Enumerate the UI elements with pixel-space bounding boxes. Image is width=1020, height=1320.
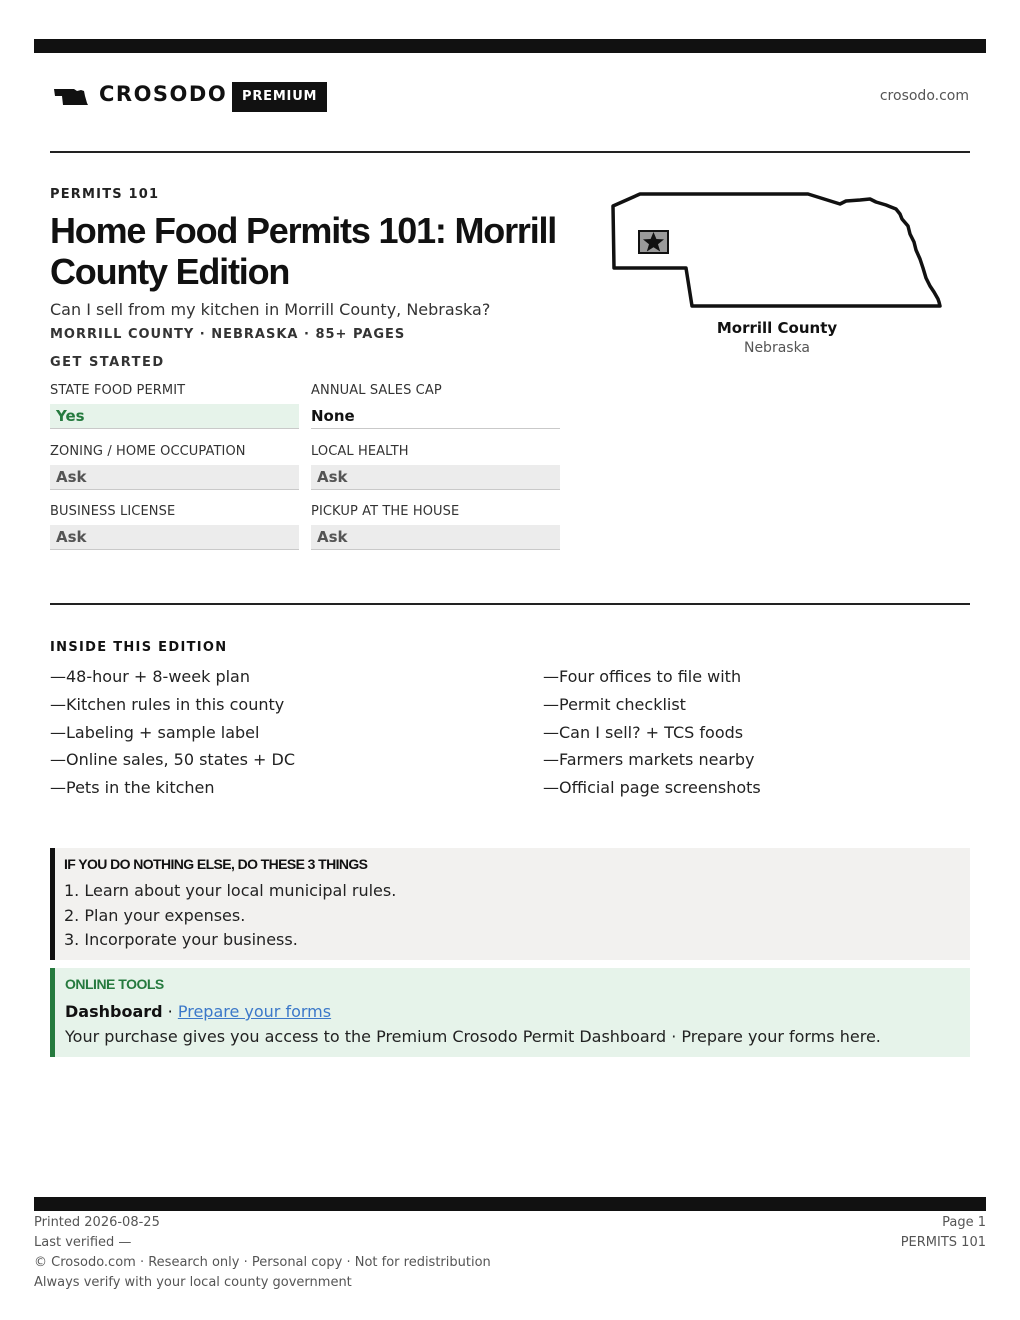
map-county-label: Morrill County: [716, 319, 838, 337]
list-item: 3. Incorporate your business.: [64, 930, 298, 949]
separator: ·: [162, 1002, 178, 1021]
page-subtitle: Can I sell from my kitchen in Morrill County, Nebraska?: [50, 300, 491, 319]
field-state-food-permit: [50, 383, 299, 429]
nebraska-state-map: [608, 188, 948, 313]
field-label: LOCAL HEALTH: [311, 444, 409, 459]
list-item: —Can I sell? + TCS foods: [543, 722, 744, 742]
status-badge-yes: Yes: [50, 404, 299, 429]
header-divider: [50, 151, 970, 153]
toc-left-list: [50, 666, 295, 805]
field-business-license: [50, 504, 299, 550]
footer-right: [901, 1213, 986, 1253]
last-verified: Last verified —: [34, 1235, 132, 1250]
premium-badge: PREMIUM: [232, 82, 327, 112]
field-label: ANNUAL SALES CAP: [311, 383, 442, 398]
callout-list: [64, 881, 970, 955]
nebraska-silhouette-icon: [54, 88, 88, 106]
list-item: —Official page screenshots: [543, 778, 761, 798]
footer-left: [34, 1213, 491, 1293]
status-badge-ask: Ask: [311, 465, 560, 490]
bottom-rule-bar: [34, 1197, 986, 1211]
footer-section: PERMITS 101: [900, 1235, 986, 1250]
online-tools-box: [50, 968, 970, 1057]
status-badge-ask: Ask: [50, 525, 299, 550]
field-local-health: [311, 444, 560, 490]
toc-right-list: [543, 666, 761, 805]
list-item: 2. Plan your expenses.: [64, 905, 246, 925]
site-url: crosodo.com: [879, 88, 969, 104]
field-zoning: [50, 444, 299, 490]
list-item: —Four offices to file with: [543, 667, 742, 686]
list-item: —Labeling + sample label: [50, 722, 260, 742]
field-label: PICKUP AT THE HOUSE: [311, 504, 460, 519]
map-state-label: Nebraska: [743, 340, 811, 356]
inside-edition-heading: INSIDE THIS EDITION: [50, 640, 228, 655]
list-item: —Online sales, 50 states + DC: [50, 750, 296, 770]
prepare-forms-link[interactable]: Prepare your forms: [177, 1002, 332, 1021]
field-pickup-at-house: [311, 504, 560, 550]
tools-links-row: [65, 1002, 970, 1024]
field-annual-sales-cap: [311, 383, 560, 429]
list-item: —48-hour + 8-week plan: [50, 667, 250, 686]
page-header: [50, 78, 970, 118]
field-label: BUSINESS LICENSE: [50, 504, 176, 519]
list-item: —Kitchen rules in this county: [50, 694, 285, 714]
list-item: —Pets in the kitchen: [50, 778, 215, 798]
field-label: ZONING / HOME OCCUPATION: [50, 444, 246, 459]
status-value-none: None: [311, 404, 560, 429]
star-icon: [639, 231, 668, 253]
get-started-heading: GET STARTED: [50, 355, 165, 370]
list-item: —Farmers markets nearby: [543, 750, 755, 770]
list-item: 1. Learn about your local municipal rules.: [64, 881, 397, 900]
copyright-notice: © Crosodo.com · Research only · Personal copy · Not for redistribution: [34, 1255, 491, 1270]
printed-date: Printed 2026-08-25: [34, 1215, 160, 1230]
dashboard-label: Dashboard: [65, 1002, 163, 1021]
three-things-callout: [50, 848, 970, 960]
top-rule-bar: [34, 39, 986, 53]
brand-name: CROSODO: [99, 82, 228, 106]
tools-heading: ONLINE TOOLS: [65, 976, 164, 992]
field-label: STATE FOOD PERMIT: [50, 383, 186, 398]
page-number: Page 1: [942, 1215, 986, 1230]
verify-advisory: Always verify with your local county government: [34, 1275, 352, 1290]
status-badge-ask: Ask: [311, 525, 560, 550]
callout-heading: IF YOU DO NOTHING ELSE, DO THESE 3 THINGS: [64, 856, 368, 872]
section-kicker: PERMITS 101: [50, 187, 160, 202]
list-item: —Permit checklist: [543, 694, 686, 714]
edition-meta: MORRILL COUNTY · NEBRASKA · 85+ PAGES: [50, 327, 406, 342]
page-title: Home Food Permits 101: Morrill County Edition: [50, 210, 557, 292]
status-badge-ask: Ask: [50, 465, 299, 490]
tools-description: Your purchase gives you access to the Premium Crosodo Permit Dashboard · Prepare your forms here.: [65, 1027, 881, 1046]
section-divider: [50, 603, 970, 605]
